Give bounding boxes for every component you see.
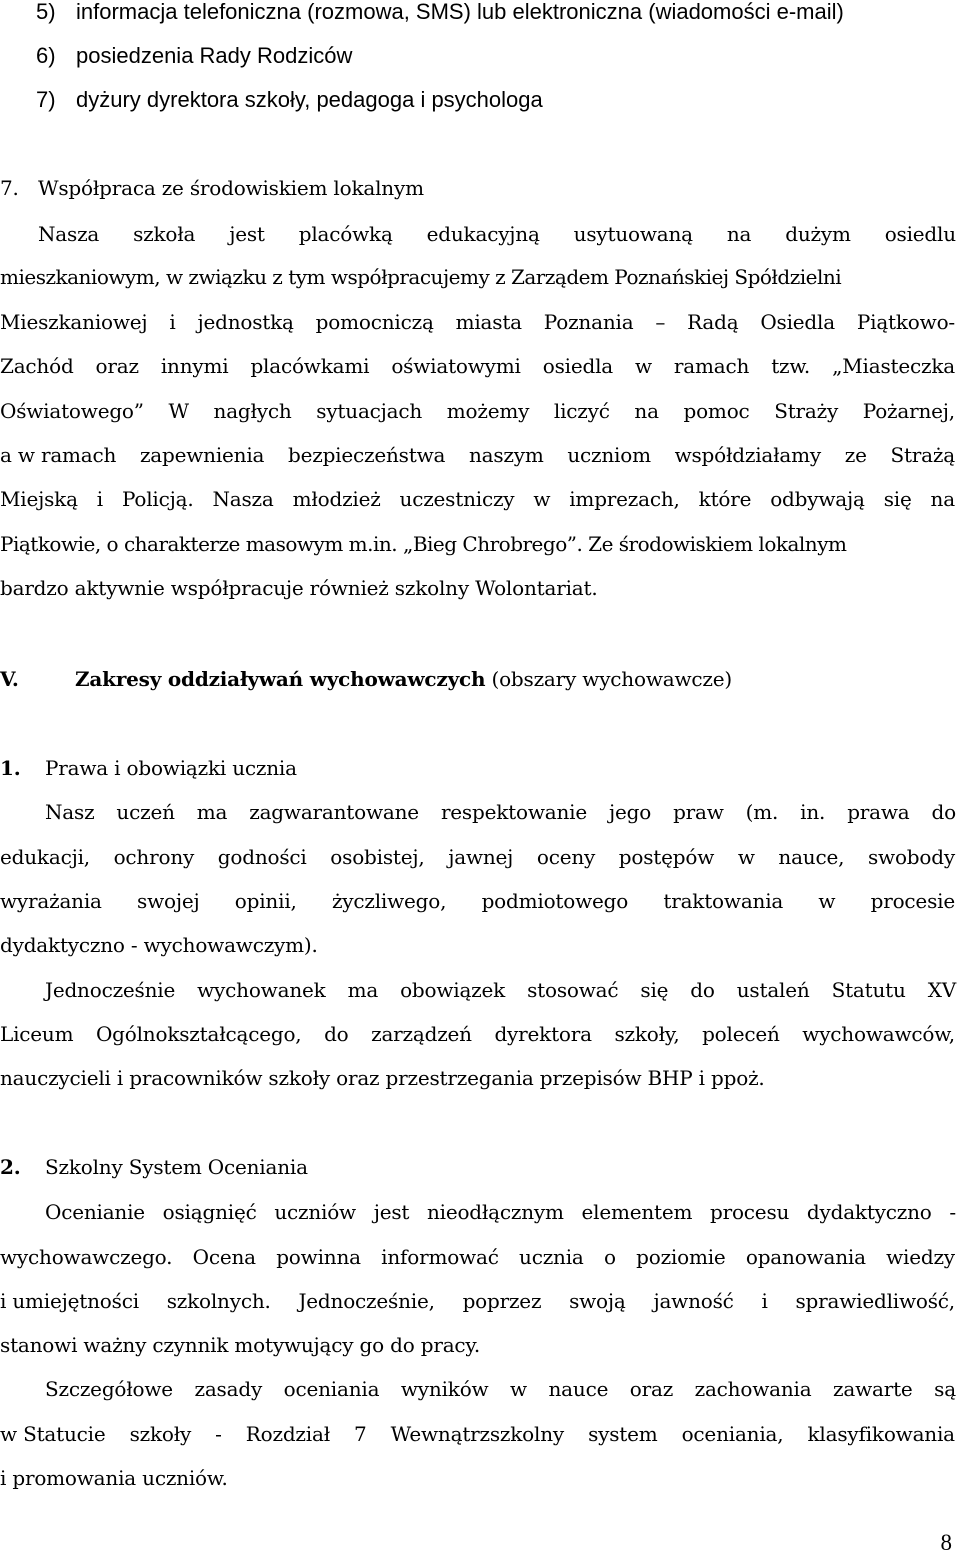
word: klasyfikowania: [807, 1422, 955, 1446]
word: poprzez: [462, 1289, 542, 1313]
word: jest: [229, 222, 265, 246]
word: ze: [844, 443, 867, 467]
word: dydaktyczno: [806, 1200, 932, 1224]
word: traktowania: [663, 889, 784, 913]
word: respektowanie: [440, 800, 587, 824]
word: Piątkowo-: [856, 310, 955, 334]
paragraph-line: i promowania uczniów.: [0, 1466, 228, 1490]
subsection-heading: [0, 1153, 960, 1181]
word: in.: [800, 800, 826, 824]
word: Strażą: [890, 443, 955, 467]
word: Zachód: [0, 354, 74, 378]
subsection-title: Prawa i obowiązki ucznia: [45, 756, 297, 780]
list-text: dyżury dyrektora szkoły, pedagoga i psychologa: [76, 87, 543, 112]
word: 7: [354, 1422, 367, 1446]
word: obowiązek: [400, 978, 506, 1002]
word: –: [655, 310, 666, 334]
word: Straży: [774, 399, 839, 423]
word: w: [510, 1377, 527, 1401]
word: młodzież: [292, 487, 381, 511]
paragraph-line: [0, 397, 955, 425]
page-number: 8: [940, 1530, 952, 1555]
subsection-number: 2.: [0, 1155, 21, 1179]
list-item: [36, 86, 956, 114]
word: usytuowaną: [573, 222, 693, 246]
paragraph-line: Piątkowie, o charakterze masowym m.in. „Bieg Chrobrego”. Ze środowiskiem lokalnym: [0, 532, 847, 556]
word: -: [215, 1422, 222, 1446]
word: możemy: [446, 399, 530, 423]
list-number: 7): [36, 87, 56, 112]
chapter-subtitle: (obszary wychowawcze): [491, 667, 732, 691]
word: oświatowymi: [391, 354, 521, 378]
word: elementem: [581, 1200, 693, 1224]
word: placówką: [298, 222, 393, 246]
word: podmiotowego: [481, 889, 629, 913]
word: odbywają: [770, 487, 865, 511]
paragraph-line: [0, 843, 955, 871]
word: które: [698, 487, 752, 511]
word: procesu: [710, 1200, 790, 1224]
chapter-heading: [0, 665, 960, 693]
word: postępów: [618, 845, 715, 869]
word: swojej: [137, 889, 200, 913]
word: ma: [196, 800, 228, 824]
paragraph-line: stanowi ważny czynnik motywujący go do pracy.: [0, 1333, 481, 1357]
section-heading: [0, 174, 960, 202]
paragraph-line: [0, 1287, 955, 1315]
word: sprawiedliwość,: [795, 1289, 955, 1313]
word: Miejską: [0, 487, 78, 511]
word: zasady: [194, 1377, 263, 1401]
word: na: [726, 222, 752, 246]
word: wyrażania: [0, 889, 102, 913]
list-number: 5): [36, 0, 56, 24]
word: opinii,: [234, 889, 297, 913]
paragraph-line: [0, 441, 955, 469]
word: i: [761, 1289, 768, 1313]
word: imprezach,: [569, 487, 680, 511]
word: jego: [608, 800, 652, 824]
subsection-title: Szkolny System Oceniania: [45, 1155, 308, 1179]
paragraph-line: [0, 1420, 955, 1448]
list-number: 6): [36, 43, 56, 68]
word: współdziałamy: [674, 443, 822, 467]
word: innymi: [160, 354, 229, 378]
word: procesie: [870, 889, 955, 913]
word: sytuacjach: [316, 399, 423, 423]
word: miasta: [455, 310, 522, 334]
word: w: [818, 889, 836, 913]
word: pomocniczą: [315, 310, 434, 334]
section-number: 7.: [0, 176, 19, 200]
word: edukacji,: [0, 845, 90, 869]
list-text: posiedzenia Rady Rodziców: [76, 43, 353, 68]
word: życzliwego,: [331, 889, 447, 913]
paragraph-line: [0, 1198, 956, 1226]
word: swoją: [569, 1289, 626, 1313]
word: placówkami: [250, 354, 370, 378]
word: szkoły,: [614, 1022, 680, 1046]
word: oraz: [629, 1377, 674, 1401]
word: się: [640, 978, 669, 1002]
word: bezpieczeństwa: [288, 443, 446, 467]
word: i: [96, 487, 103, 511]
paragraph-line: [0, 887, 955, 915]
paragraph-line: bardzo aktywnie współpracuje również szkolny Wolontariat.: [0, 576, 598, 600]
word: zawarte: [833, 1377, 913, 1401]
word: Poznania: [543, 310, 634, 334]
word: poleceń: [702, 1022, 780, 1046]
chapter-title: Zakresy oddziaływań wychowawczych: [75, 667, 486, 691]
word: powinna: [276, 1245, 361, 1269]
word: osiedla: [542, 354, 613, 378]
word: edukacyjną: [426, 222, 540, 246]
word: jawność: [653, 1289, 734, 1313]
word: do: [931, 800, 956, 824]
word: Wewnątrzszkolny: [390, 1422, 564, 1446]
word: Oświatowego”: [0, 399, 144, 423]
word: Mieszkaniowej: [0, 310, 148, 334]
word: system: [588, 1422, 658, 1446]
word: Radą: [687, 310, 739, 334]
word: w Statucie: [0, 1422, 106, 1446]
word: na: [634, 399, 659, 423]
word: oceny: [536, 845, 596, 869]
word: swobody: [867, 845, 955, 869]
word: osobistej,: [330, 845, 425, 869]
word: Osiedla: [760, 310, 835, 334]
word: dyrektora: [494, 1022, 592, 1046]
word: praw: [673, 800, 724, 824]
list-item: [36, 0, 956, 26]
word: zarządzeń: [371, 1022, 472, 1046]
paragraph-line: [0, 352, 955, 380]
word: liczyć: [553, 399, 610, 423]
chapter-number: V.: [0, 667, 19, 691]
word: szkoła: [133, 222, 196, 246]
word: i: [169, 310, 176, 334]
word: Nasz: [45, 800, 95, 824]
word: Ogólnokształcącego,: [95, 1022, 302, 1046]
word: zachowania: [694, 1377, 812, 1401]
word: wyników: [400, 1377, 489, 1401]
word: Ocenianie: [45, 1200, 145, 1224]
word: wychowawczego.: [0, 1245, 173, 1269]
word: pomoc: [683, 399, 750, 423]
word: ochrony: [113, 845, 195, 869]
word: do: [324, 1022, 349, 1046]
word: uczeń: [116, 800, 175, 824]
word: stosować: [527, 978, 619, 1002]
word: Liceum: [0, 1022, 74, 1046]
paragraph-line: [0, 976, 956, 1004]
subsection-number: 1.: [0, 756, 21, 780]
list-item: [36, 42, 956, 70]
word: uczestniczy: [399, 487, 515, 511]
word: na: [930, 487, 955, 511]
word: naszym: [468, 443, 544, 467]
word: XV: [927, 978, 956, 1002]
section-title: Współpraca ze środowiskiem lokalnym: [38, 176, 424, 200]
paragraph-line: mieszkaniowym, w związku z tym współpracujemy z Zarządem Poznańskiej Spółdzielni: [0, 265, 842, 289]
word: Rozdział: [245, 1422, 330, 1446]
word: oraz: [95, 354, 139, 378]
word: w: [533, 487, 551, 511]
word: Jednocześnie: [45, 978, 176, 1002]
word: „Miasteczka: [832, 354, 955, 378]
word: prawa: [847, 800, 910, 824]
word: oceniania: [283, 1377, 380, 1401]
word: o: [603, 1245, 616, 1269]
word: jawnej: [448, 845, 514, 869]
word: a w ramach: [0, 443, 117, 467]
word: informować: [381, 1245, 499, 1269]
word: ma: [347, 978, 379, 1002]
word: Szczegółowe: [45, 1377, 173, 1401]
word: uczniów: [274, 1200, 356, 1224]
word: zapewnienia: [139, 443, 265, 467]
word: się: [883, 487, 912, 511]
word: tzw.: [771, 354, 811, 378]
list-text: informacja telefoniczna (rozmowa, SMS) lub elektroniczna (wiadomości e-mail): [76, 0, 844, 24]
word: nauce: [548, 1377, 609, 1401]
word: Policją.: [121, 487, 194, 511]
word: Ocena: [192, 1245, 256, 1269]
word: nauce,: [778, 845, 845, 869]
word: osiedlu: [884, 222, 956, 246]
word: w: [635, 354, 652, 378]
word: Nasza: [38, 222, 100, 246]
word: Statutu: [831, 978, 906, 1002]
word: ramach: [673, 354, 750, 378]
word: w: [737, 845, 755, 869]
word: wiedzy: [886, 1245, 955, 1269]
word: -: [949, 1200, 956, 1224]
paragraph-line: dydaktyczno - wychowawczym).: [0, 933, 318, 957]
word: osiągnięć: [162, 1200, 257, 1224]
word: W: [168, 399, 189, 423]
word: wychowanek: [197, 978, 326, 1002]
word: są: [934, 1377, 956, 1401]
paragraph-line: [0, 1243, 955, 1271]
word: szkoły: [129, 1422, 192, 1446]
word: do: [690, 978, 715, 1002]
word: dużym: [785, 222, 851, 246]
word: poziomie: [636, 1245, 726, 1269]
paragraph-line: [0, 1375, 956, 1403]
subsection-heading: [0, 754, 960, 782]
paragraph-line: [0, 798, 956, 826]
word: oceniania,: [681, 1422, 784, 1446]
word: ucznia: [519, 1245, 584, 1269]
word: zagwarantowane: [249, 800, 419, 824]
word: wychowawców,: [802, 1022, 955, 1046]
word: opanowania: [745, 1245, 866, 1269]
paragraph-line: [0, 220, 956, 248]
word: szkolnych.: [166, 1289, 271, 1313]
word: uczniom: [567, 443, 651, 467]
word: nagłych: [213, 399, 292, 423]
word: jest: [373, 1200, 410, 1224]
paragraph-line: nauczycieli i pracowników szkoły oraz przestrzegania przepisów BHP i ppoż.: [0, 1066, 765, 1090]
paragraph-line: [0, 1020, 955, 1048]
paragraph-line: [0, 485, 955, 513]
word: Jednocześnie,: [298, 1289, 435, 1313]
word: Nasza: [212, 487, 274, 511]
word: godności: [217, 845, 307, 869]
word: jednostką: [197, 310, 294, 334]
word: nieodłącznym: [426, 1200, 564, 1224]
word: i umiejętności: [0, 1289, 139, 1313]
word: ustaleń: [736, 978, 810, 1002]
word: Pożarnej,: [862, 399, 955, 423]
paragraph-line: [0, 308, 955, 336]
word: (m.: [745, 800, 779, 824]
